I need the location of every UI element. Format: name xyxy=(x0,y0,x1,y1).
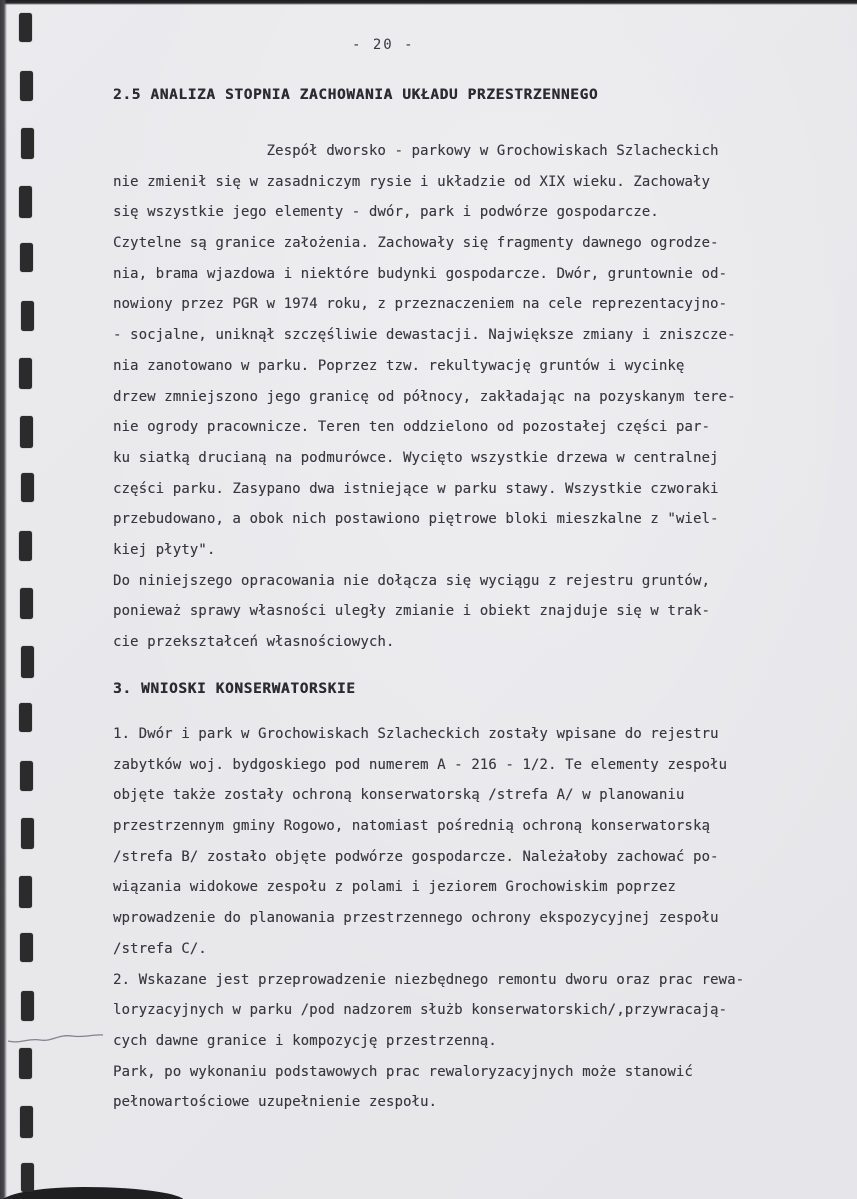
text-line: Do niniejszego opracowania nie dołącza się wyciągu z rejestru gruntów, xyxy=(113,572,711,589)
text-line: ku siatką drucianą na podmurówce. Wycięto wszystkie drzewa w centralnej xyxy=(113,449,719,466)
page-number: - 20 - xyxy=(352,37,415,53)
text-line: nie zmienił się w zasadniczym rysie i układzie od XIX wieku. Zachowały xyxy=(113,173,711,190)
text-line: loryzacyjnych w parku /pod nadzorem służb konserwatorskich/,przywracają- xyxy=(113,1002,728,1019)
text-line: drzew zmniejszono jego granicę od północy, zakładając na pozyskanym tere- xyxy=(113,388,736,405)
section-2-5-paragraph xyxy=(113,136,773,658)
binding-hole-mark xyxy=(21,128,34,159)
scan-edge-top xyxy=(0,0,857,5)
binding-hole-mark xyxy=(19,531,32,561)
pencil-mark xyxy=(6,1028,106,1048)
text-line: części parku. Zasypano dwa istniejące w parku stawy. Wszystkie czworaki xyxy=(113,480,719,497)
section-3-heading: 3. WNIOSKI KONSERWATORSKIE xyxy=(113,681,356,697)
text-line: 1. Dwór i park w Grochowiskach Szlacheckich zostały wpisane do rejestru xyxy=(113,726,719,742)
binding-hole-mark xyxy=(20,71,33,101)
text-line: się wszystkie jego elementy - dwór, park i podwórze gospodarcze. xyxy=(113,204,659,221)
text-line: kiej płyty". xyxy=(113,541,216,558)
text-line: /strefa B/ zostało objęte podwórze gospodarcze. Należałoby zachować po- xyxy=(113,848,719,865)
text-line: przebudowano, a obok nich postawiono piętrowe bloki mieszkalne z "wiel- xyxy=(113,511,719,528)
text-line: cie przekształceń własnościowych. xyxy=(113,634,395,650)
binding-hole-mark xyxy=(21,1163,34,1192)
text-line: objęte także zostały ochroną konserwatorską /strefa A/ w planowaniu xyxy=(113,787,685,804)
text-line: cych dawne granice i kompozycję przestrzenną. xyxy=(113,1032,497,1049)
text-line: pełnowartościowe uzupełnienie zespołu. xyxy=(113,1094,438,1111)
binding-hole-mark xyxy=(19,703,32,732)
binding-hole-mark xyxy=(20,761,33,791)
binding-hole-mark xyxy=(20,933,33,962)
binding-hole-mark xyxy=(21,818,34,849)
text-line: nie ogrody pracownicze. Teren ten oddzielono od pozostałej części par- xyxy=(113,419,711,436)
section-3-paragraph xyxy=(113,719,773,1118)
text-line: /strefa C/. xyxy=(113,940,207,957)
binding-hole-mark xyxy=(21,646,34,678)
binding-hole-mark xyxy=(21,473,34,502)
text-line: wiązania widokowe zespołu z polami i jeziorem Grochowiskim poprzez xyxy=(113,879,676,896)
section-2-5-heading: 2.5 ANALIZA STOPNIA ZACHOWANIA UKŁADU PRZESTRZENNEGO xyxy=(113,87,599,103)
binding-hole-mark xyxy=(20,416,33,448)
text-line: Park, po wykonaniu podstawowych prac rewaloryzacyjnych może stanowić xyxy=(113,1063,693,1080)
text-line: nowiony przez PGR w 1974 roku, z przeznaczeniem na cele reprezentacyjno- xyxy=(113,296,728,313)
text-line: ponieważ sprawy własności uległy zmianie i obiekt znajduje się w trak- xyxy=(113,603,711,620)
text-line: zabytków woj. bydgoskiego pod numerem A - 216 - 1/2. Te elementy zespołu xyxy=(113,756,728,773)
text-line: wprowadzenie do planowania przestrzennego ochrony ekspozycyjnej zespołu xyxy=(113,910,719,927)
binding-hole-mark xyxy=(20,588,33,619)
text-line: Zespół dworsko - parkowy w Grochowiskach Szlacheckich xyxy=(113,143,719,159)
binding-hole-mark xyxy=(19,358,32,389)
binding-hole-mark xyxy=(21,301,34,331)
binding-hole-mark xyxy=(19,876,32,908)
binding-hole-mark xyxy=(19,186,32,218)
text-line: nia zanotowano w parku. Poprzez tzw. rekultywację gruntów i wycinkę xyxy=(113,357,685,374)
binding-hole-mark xyxy=(21,991,34,1021)
scan-edge-left xyxy=(0,0,7,1199)
binding-hole-mark xyxy=(20,243,33,272)
binding-hole-mark xyxy=(19,1048,32,1079)
text-line: Czytelne są granice założenia. Zachowały się fragmenty dawnego ogrodze- xyxy=(113,235,719,252)
text-line: 2. Wskazane jest przeprowadzenie niezbędnego remontu dworu oraz prac rewa- xyxy=(113,971,745,988)
binding-hole-mark xyxy=(19,13,32,42)
text-line: - socjalne, uniknął szczęśliwie dewastacji. Największe zmiany i zniszcze- xyxy=(113,327,736,344)
binding-hole-mark xyxy=(20,1106,33,1138)
text-line: przestrzennym gminy Rogowo, natomiast pośrednią ochroną konserwatorską xyxy=(113,818,711,835)
text-line: nia, brama wjazdowa i niektóre budynki gospodarcze. Dwór, gruntownie od- xyxy=(113,265,728,282)
